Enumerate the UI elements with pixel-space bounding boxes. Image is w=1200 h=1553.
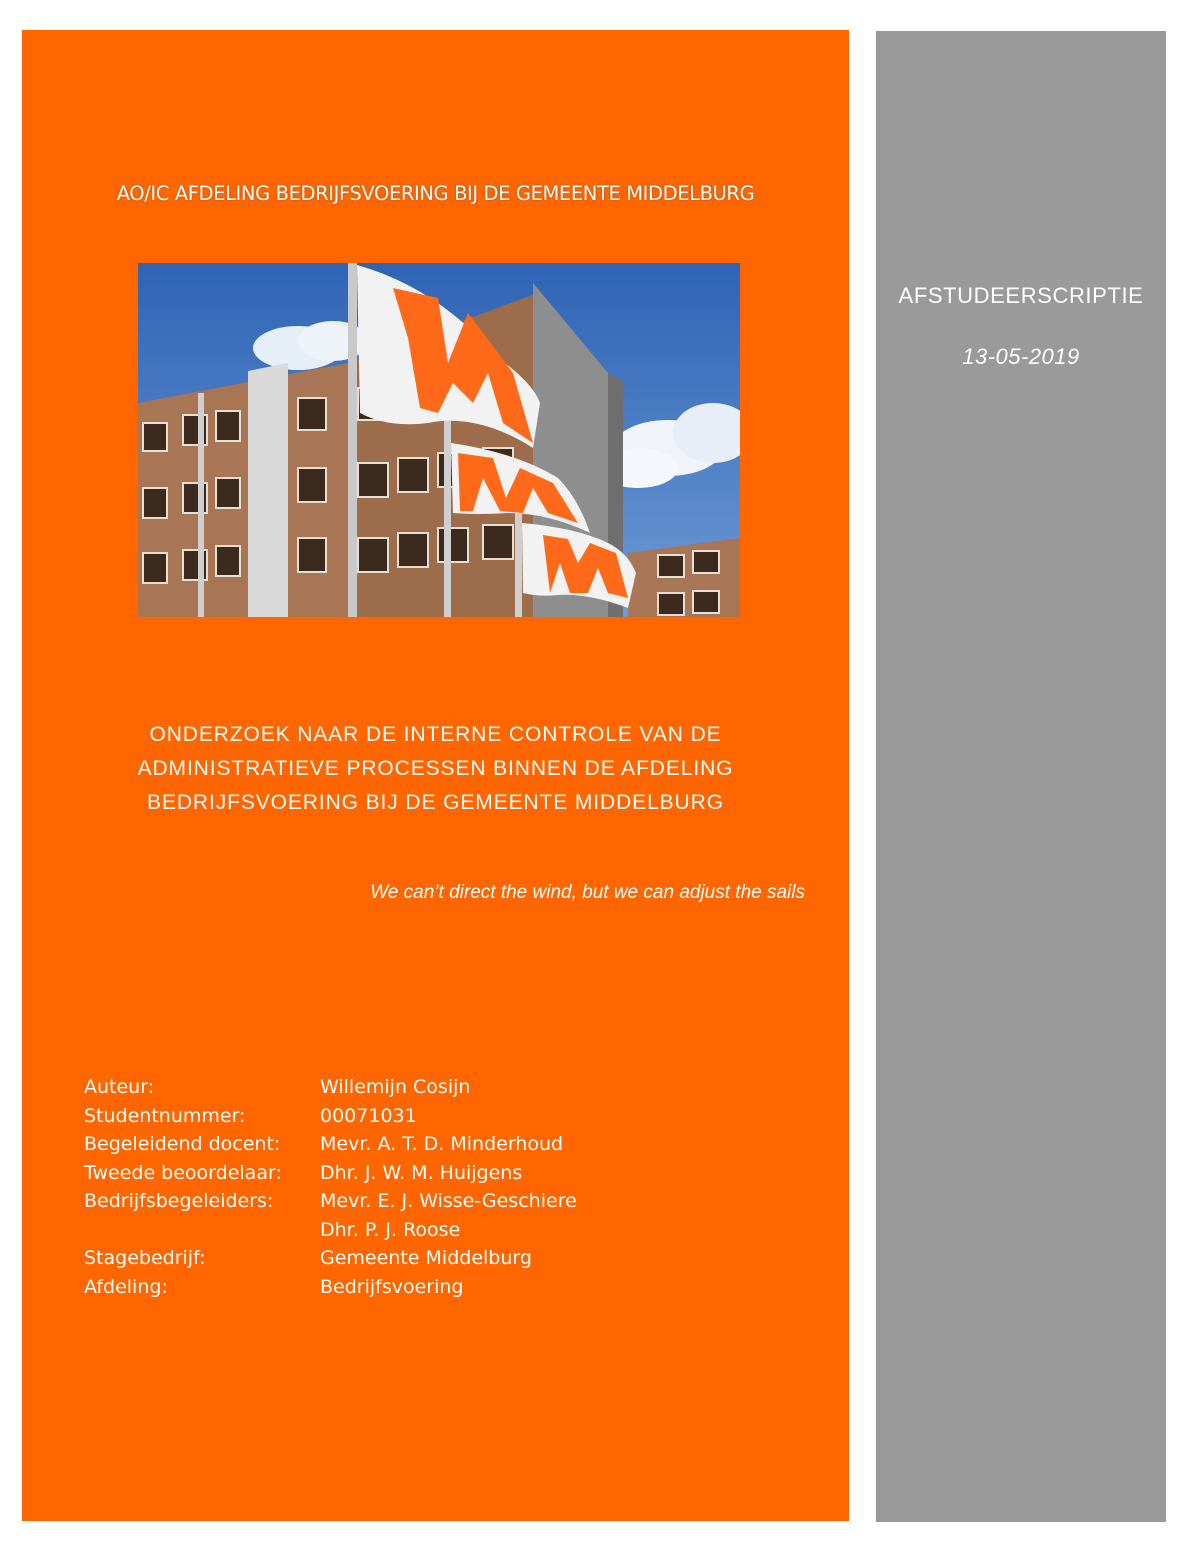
detail-row xyxy=(84,1073,577,1102)
cover-title: AO/IC AFDELING BEDRIJFSVOERING BIJ DE GEMEENTE MIDDELBURG xyxy=(116,182,755,205)
detail-label: Studentnummer: xyxy=(84,1104,246,1127)
cover-subtitle xyxy=(82,718,789,820)
detail-row xyxy=(84,1130,577,1159)
detail-label xyxy=(84,1216,320,1245)
document-type: AFSTUDEERSCRIPTIE xyxy=(898,283,1144,308)
detail-row xyxy=(84,1216,577,1245)
detail-row xyxy=(84,1102,577,1131)
detail-row xyxy=(84,1159,577,1188)
cover-quote: We can’t direct the wind, but we can adjust the sails xyxy=(370,882,805,903)
detail-value: Gemeente Middelburg xyxy=(320,1247,532,1269)
detail-label: Tweede beoordelaar: xyxy=(84,1161,282,1184)
cover-photo xyxy=(138,263,740,617)
detail-label: Begeleidend docent: xyxy=(84,1133,281,1155)
detail-value: Dhr. J. W. M. Huijgens xyxy=(320,1161,523,1184)
detail-row xyxy=(84,1273,577,1302)
cover-panel xyxy=(22,30,849,1521)
detail-label: Bedrijfsbegeleiders: xyxy=(84,1190,274,1212)
detail-value: Mevr. A. T. D. Minderhoud xyxy=(320,1133,564,1155)
detail-label: Afdeling: xyxy=(84,1275,168,1298)
cover-details xyxy=(84,1073,577,1301)
detail-value: Bedrijfsvoering xyxy=(320,1275,464,1298)
detail-value: Mevr. E. J. Wisse-Geschiere xyxy=(320,1190,577,1212)
detail-label: Auteur: xyxy=(84,1076,155,1098)
subtitle-line: ADMINISTRATIEVE PROCESSEN BINNEN DE AFDELING xyxy=(137,757,734,780)
subtitle-line: ONDERZOEK NAAR DE INTERNE CONTROLE VAN DE xyxy=(149,723,722,746)
detail-label: Stagebedrijf: xyxy=(84,1247,206,1269)
detail-row xyxy=(84,1244,577,1273)
document-date: 13-05-2019 xyxy=(962,344,1080,369)
sidebar-panel xyxy=(876,31,1166,1522)
detail-row xyxy=(84,1187,577,1216)
detail-value: Dhr. P. J. Roose xyxy=(320,1218,461,1241)
subtitle-line: BEDRIJFSVOERING BIJ DE GEMEENTE MIDDELBURG xyxy=(147,791,724,814)
detail-value: 00071031 xyxy=(320,1104,417,1127)
detail-value: Willemijn Cosijn xyxy=(320,1076,471,1098)
